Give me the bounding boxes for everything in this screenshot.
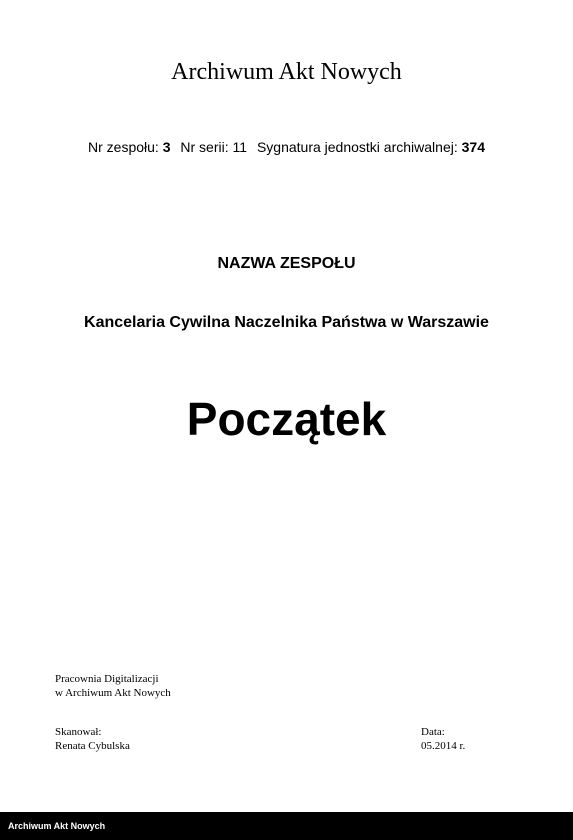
scan-date: [421, 725, 465, 753]
digitization-studio: [55, 672, 171, 700]
fonds-number-value: 3: [162, 139, 171, 155]
scanned-by-label: Skanował:: [55, 726, 102, 738]
scanned-by: [55, 725, 130, 753]
fonds-number-label: Nr zespołu:: [88, 139, 159, 155]
series-number-label: Nr serii:: [180, 139, 229, 155]
fonds-heading: NAZWA ZESPOŁU: [217, 255, 356, 272]
studio-line-1: Pracownia Digitalizacji: [55, 673, 159, 685]
signature-label: Sygnatura jednostki archiwalnej:: [256, 139, 458, 155]
footer-bar: [0, 812, 573, 840]
scan-date-value: 05.2014 r.: [421, 740, 466, 752]
footer-text: Archiwum Akt Nowych: [8, 821, 106, 831]
archive-title: Archiwum Akt Nowych: [171, 59, 402, 85]
signature-value: 374: [461, 139, 485, 155]
reference-line: [0, 138, 573, 156]
scan-date-label: Data:: [421, 726, 445, 738]
studio-line-2: w Archiwum Akt Nowych: [55, 687, 171, 699]
document-title: Początek: [186, 393, 387, 445]
series-number-value: 11: [232, 139, 248, 155]
scanned-by-name: Renata Cybulska: [55, 740, 130, 752]
fonds-name: Kancelaria Cywilna Naczelnika Państwa w Warszawie: [84, 314, 489, 331]
